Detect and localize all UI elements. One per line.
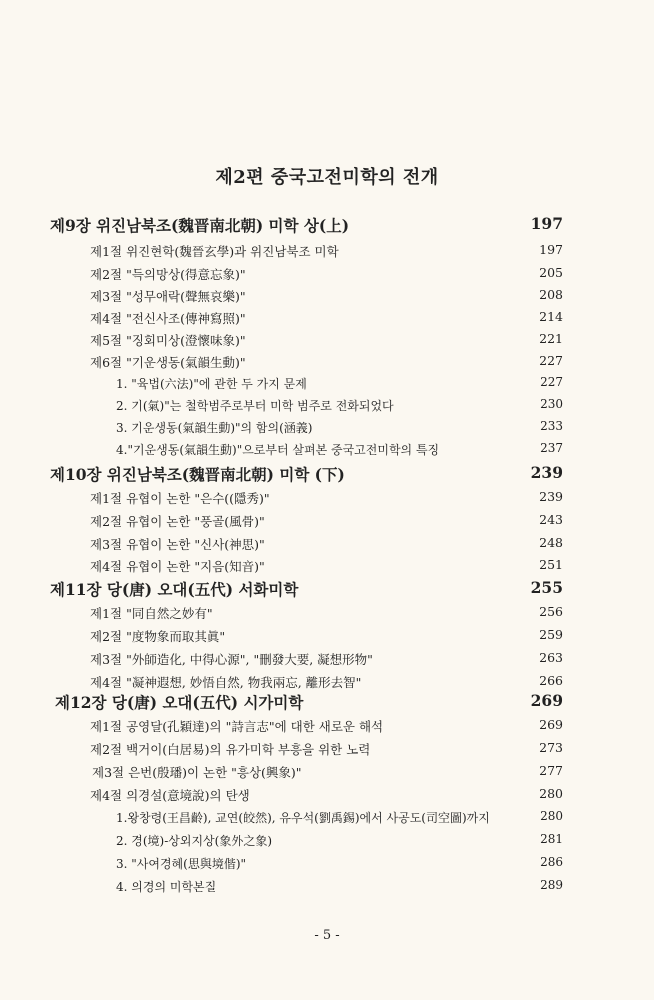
toc-entry-label: 제2절 "度物象而取其眞" bbox=[90, 629, 226, 644]
toc-section bbox=[0, 650, 654, 674]
toc-entry-label: 4. 의경의 미학본질 bbox=[116, 880, 217, 894]
toc-chapter bbox=[0, 578, 654, 602]
toc-chapter bbox=[0, 691, 654, 715]
toc-section bbox=[0, 489, 654, 513]
toc-entry-page: 221 bbox=[539, 331, 563, 346]
toc-entry-page: 281 bbox=[540, 832, 563, 846]
toc-entry-page: 239 bbox=[539, 489, 563, 504]
toc-entry-page: 280 bbox=[540, 809, 563, 823]
toc-entry-label: 제10장 위진남북조(魏晋南北朝) 미학 (下) bbox=[50, 465, 345, 484]
toc-section bbox=[0, 265, 654, 289]
toc-entry-page: 277 bbox=[539, 763, 563, 778]
toc-entry-page: 259 bbox=[539, 627, 563, 642]
toc-entry-label: 제3절 유협이 논한 "신사(神思)" bbox=[90, 537, 265, 552]
toc-section bbox=[0, 740, 654, 764]
toc-entry-label: 2. 기(氣)"는 철학범주로부터 미학 범주로 전화되었다 bbox=[116, 399, 394, 413]
toc-entry-page: 248 bbox=[539, 535, 563, 550]
toc-subsection bbox=[0, 809, 654, 833]
toc-subsection bbox=[0, 441, 654, 465]
toc-entry-label: 4."기운생동(氣韻生動)"으로부터 살펴본 중국고전미학의 특징 bbox=[116, 443, 440, 457]
toc-entry-page: 239 bbox=[530, 463, 563, 482]
toc-entry-label: 제4절 "凝神遐想, 妙悟自然, 物我兩忘, 離形去智" bbox=[90, 675, 362, 690]
toc-section bbox=[0, 353, 654, 377]
toc-entry-label: 제2절 유협이 논한 "풍골(風骨)" bbox=[90, 514, 265, 529]
toc-entry-label: 제4절 의경설(意境說)의 탄생 bbox=[90, 788, 250, 803]
toc-entry-label: 제4절 "전신사조(傳神寫照)" bbox=[90, 311, 246, 326]
toc-entry-page: 280 bbox=[539, 786, 563, 801]
toc-entry-label: 제12장 당(唐) 오대(五代) 시가미학 bbox=[55, 693, 304, 712]
toc-section bbox=[0, 604, 654, 628]
toc-section bbox=[0, 242, 654, 266]
toc-section bbox=[0, 287, 654, 311]
toc-entry-label: 2. 경(境)-상외지상(象外之象) bbox=[116, 834, 273, 848]
toc-entry-page: 286 bbox=[540, 855, 563, 869]
toc-entry-label: 제5절 "징회미상(澄懷味象)" bbox=[90, 333, 246, 348]
toc-chapter bbox=[0, 463, 654, 487]
toc-entry-label: 제2절 백거이(白居易)의 유가미학 부흥을 위한 노력 bbox=[90, 742, 371, 757]
toc-entry-page: 237 bbox=[540, 441, 563, 455]
toc-entry-page: 263 bbox=[539, 650, 563, 665]
toc-entry-label: 제9장 위진남북조(魏晋南北朝) 미학 상(上) bbox=[50, 216, 350, 235]
toc-entry-page: 227 bbox=[539, 353, 563, 368]
part-title: 제2편 중국고전미학의 전개 bbox=[215, 167, 439, 188]
toc-entry-label: 제1절 유협이 논한 "은수((隱秀)" bbox=[90, 491, 270, 506]
toc-entry-label: 제4절 유협이 논한 "지음(知音)" bbox=[90, 559, 265, 574]
toc-entry-label: 제2절 "득의망상(得意忘象)" bbox=[90, 267, 246, 282]
toc-entry-page: 233 bbox=[540, 419, 563, 433]
toc-section bbox=[0, 786, 654, 810]
toc-entry-label: 제3절 은번(殷璠)이 논한 "흥상(興象)" bbox=[92, 765, 302, 780]
toc-entry-label: 제1절 위진현학(魏晉玄學)과 위진남북조 미학 bbox=[90, 244, 339, 259]
toc-chapter bbox=[0, 214, 654, 238]
toc-section bbox=[0, 627, 654, 651]
toc-entry-page: 269 bbox=[539, 717, 563, 732]
toc-subsection bbox=[0, 832, 654, 856]
toc-entry-label: 제1절 공영달(孔穎達)의 "詩言志"에 대한 새로운 해석 bbox=[90, 719, 384, 734]
toc-entry-label: 제1절 "同自然之妙有" bbox=[90, 606, 213, 621]
toc-section bbox=[0, 512, 654, 536]
toc-entry-label: 1.왕창령(王昌齡), 교연(皎然), 유우석(劉禹錫)에서 사공도(司空圖)까지 bbox=[116, 811, 490, 825]
toc-subsection bbox=[0, 375, 654, 399]
toc-entry-label: 1. "육법(六法)"에 관한 두 가지 문제 bbox=[116, 377, 307, 391]
toc-entry-page: 269 bbox=[530, 691, 563, 710]
toc-subsection bbox=[0, 397, 654, 421]
toc-entry-label: 제11장 당(唐) 오대(五代) 서화미학 bbox=[50, 580, 299, 599]
toc-entry-page: 197 bbox=[539, 242, 563, 257]
toc-entry-label: 3. "사여경혜(思與境偕)" bbox=[116, 857, 247, 871]
toc-section bbox=[0, 331, 654, 355]
toc-entry-page: 289 bbox=[540, 878, 563, 892]
toc-subsection bbox=[0, 419, 654, 443]
toc-section bbox=[0, 717, 654, 741]
toc-entry-page: 197 bbox=[530, 214, 563, 233]
toc-entry-page: 230 bbox=[540, 397, 563, 411]
toc-entry-label: 제3절 "성무애락(聲無哀樂)" bbox=[90, 289, 246, 304]
toc-section bbox=[0, 535, 654, 559]
toc-entry-label: 3. 기운생동(氣韻生動)"의 함의(涵義) bbox=[116, 421, 313, 435]
toc-subsection bbox=[0, 855, 654, 879]
toc-entry-page: 251 bbox=[539, 557, 563, 572]
toc-entry-page: 273 bbox=[539, 740, 563, 755]
toc-entry-page: 205 bbox=[539, 265, 563, 280]
toc-entry-page: 227 bbox=[540, 375, 563, 389]
toc-section bbox=[0, 763, 654, 787]
toc-section bbox=[0, 309, 654, 333]
toc-entry-page: 243 bbox=[539, 512, 563, 527]
toc-entry-page: 208 bbox=[539, 287, 563, 302]
toc-entry-page: 255 bbox=[530, 578, 563, 597]
toc-entry-label: 제3절 "外師造化, 中得心源", "刪發大要, 凝想形物" bbox=[90, 652, 373, 667]
page-number: - 5 - bbox=[314, 928, 340, 943]
toc-entry-page: 266 bbox=[539, 673, 563, 688]
toc-entry-page: 256 bbox=[539, 604, 563, 619]
toc-subsection bbox=[0, 878, 654, 902]
toc-entry-label: 제6절 "기운생동(氣韻生動)" bbox=[90, 355, 246, 370]
toc-entry-page: 214 bbox=[539, 309, 563, 324]
